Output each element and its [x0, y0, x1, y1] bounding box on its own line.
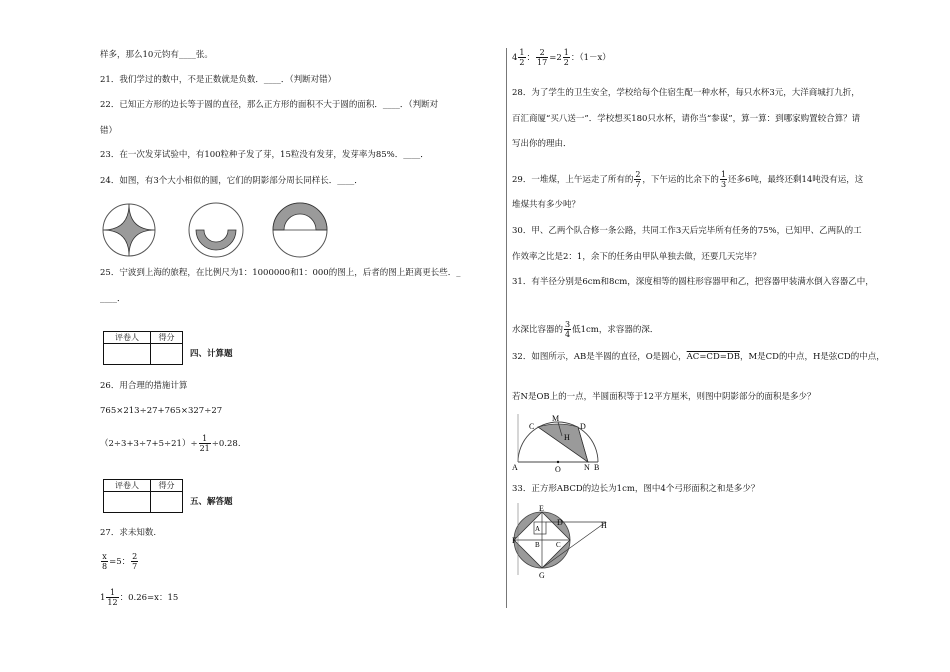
section-5-heading: 五、解答题: [190, 497, 233, 507]
arc-equation: AC=CD=DB: [686, 352, 740, 362]
section-4-heading: 四、计算题: [190, 349, 233, 359]
score-header-score: 得分: [151, 332, 183, 344]
question-27a: $\frac{x}{8}$ =5： $\frac{2}{7}$: [102, 552, 138, 571]
question-28-line1: 28．为了学生的卫生安全，学校给每个住宿生配一种水杯，每只水杯3元，大洋商城打九折，: [512, 88, 860, 98]
question-27b: 1 $\frac{1}{12}$ ：0.26=x：15: [100, 588, 179, 607]
label-d: D: [557, 518, 563, 527]
label-a: A: [535, 525, 541, 533]
line-p1: 样多，那么10元钧有____张。: [100, 50, 213, 60]
question-26a: 765×213÷27+765×327÷27: [100, 406, 223, 416]
label-h: H: [564, 433, 570, 442]
question-31-line2: 水深比容器的 $\frac{3}{4}$ 低1cm，求容器的深．: [512, 320, 659, 339]
question-27c: 4 $\frac{1}{2}$ ： $\frac{2}{17}$ =2 $\frac{1}{2}$ ：（1－x）: [512, 48, 611, 67]
fraction: $\frac{1}{21}$: [199, 434, 210, 453]
score-table-4: [103, 331, 183, 365]
score-cell-score: [151, 344, 183, 365]
question-30-line2: 作效率之比是2：1，余下的任务由甲队单独去做，还要几天完毕？: [512, 252, 761, 262]
label-c: C: [556, 541, 561, 549]
label-b: B: [594, 463, 600, 472]
fraction: $\frac{1}{3}$: [720, 170, 727, 189]
fraction: $\frac{1}{12}$: [107, 588, 118, 607]
label-f: F: [512, 536, 517, 545]
fraction: $\frac{2}{17}$: [537, 48, 548, 67]
label-b: B: [535, 541, 540, 549]
score-cell-grader: [104, 492, 151, 513]
question-27: 27．求未知数.: [100, 528, 157, 538]
label-n: N: [584, 463, 590, 472]
label-c: C: [529, 422, 535, 431]
score-table-5: [103, 479, 183, 513]
question-31-line1: 31．有半径分别是6cm和8cm，深度相等的圆柱形容器甲和乙，把容器甲装满水倒入容器乙中，: [512, 277, 874, 287]
q32-semicircle-figure: [512, 412, 607, 474]
question-33: 33．正方形ABCD的边长为1cm，图中4个弓形面积之和是多少？: [512, 484, 760, 494]
label-g: G: [539, 571, 545, 580]
question-25-line2: ____．: [100, 294, 126, 304]
question-24: 24．如图，有3个大小相似的圆，它们的阴影部分周长同样长．____．: [100, 176, 363, 186]
question-28-line2: 百汇商厦“买八送一”．学校想买180只水杯，请你当“参谋”，算一算：到哪家购置较合算？请: [512, 114, 861, 124]
question-21: 21．我们学过的数中，不是正数就是负数．____．（判断对错）: [100, 75, 337, 85]
fraction: $\frac{x}{8}$: [102, 552, 108, 571]
label-e: E: [539, 504, 544, 513]
fraction: $\frac{1}{2}$: [519, 48, 525, 67]
question-22-line2: 错）: [100, 126, 118, 136]
label-d: D: [580, 422, 586, 431]
q24-figure-half-ring: [189, 203, 243, 257]
question-26b: （2÷3+3÷7+5÷21）÷ $\frac{1}{21}$ ÷0.28.: [100, 434, 241, 453]
question-29-line1: 29．一堆煤，上午运走了所有的 $\frac{2}{7}$ ，下午运的比余下的 $\frac{1}{3}$ 还多6吨，最终还剩14吨没有运，这: [512, 170, 864, 189]
fraction: $\frac{2}{7}$: [635, 170, 641, 189]
q24-figure-crescent: [273, 203, 327, 257]
question-32-line1: 32．如图所示，AB是半圆的直径，O是圆心，AC=CD=DB，M是CD的中点，H是弦CD的中点，: [512, 352, 885, 362]
question-29-line2: 堆煤共有多少吨？: [512, 200, 581, 210]
question-22-line1: 22．已知正方形的边长等于圆的直径，那么正方形的面积不大于圆的面积．____．（判断对: [100, 100, 439, 110]
fraction: $\frac{1}{2}$: [563, 48, 569, 67]
score-cell-score: [151, 492, 183, 513]
q24-figures: [100, 200, 330, 260]
score-cell-grader: [104, 344, 151, 365]
column-divider: [506, 48, 507, 608]
label-h: H: [601, 521, 607, 530]
score-header-grader: 评卷人: [104, 332, 151, 344]
question-25-line1: 25．宁波到上海的旅程，在比例尺为1：1000000和1：000的图上，后者的图上距离更长些．_: [100, 268, 461, 278]
question-30-line1: 30．甲、乙两个队合修一条公路，共同工作3天后完毕所有任务的75%，已知甲、乙两队的工: [512, 226, 862, 236]
question-32-line2: 若N是OB上的一点，半圆面积等于12平方厘米，则图中阴影部分的面积是多少？: [512, 392, 816, 402]
question-28-line3: 写出你的理由．: [512, 139, 572, 149]
label-o: O: [555, 465, 561, 474]
label-a: A: [512, 463, 518, 472]
q33-square-figure: [512, 503, 622, 583]
score-header-score: 得分: [151, 480, 183, 492]
label-m: M: [552, 414, 560, 423]
q24-figure-astroid: [103, 204, 155, 256]
score-header-grader: 评卷人: [104, 480, 151, 492]
fraction: $\frac{3}{4}$: [565, 320, 571, 339]
question-26: 26．用合理的措施计算: [100, 381, 188, 391]
question-23: 23．在一次发芽试验中，有100粒种子发了芽，15粒没有发芽，发芽率为85%．____．: [100, 150, 429, 160]
fraction: $\frac{2}{7}$: [132, 552, 138, 571]
